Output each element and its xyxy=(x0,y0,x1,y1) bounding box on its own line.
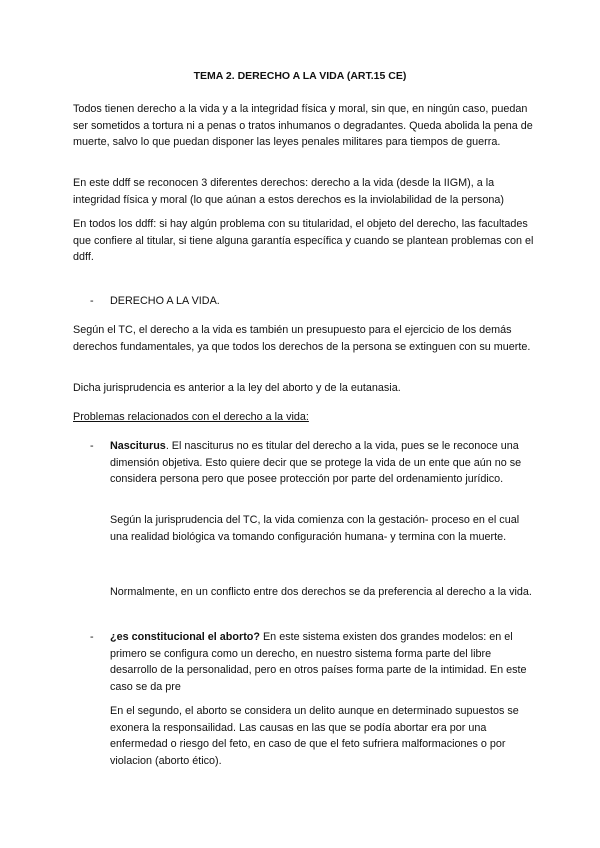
nasciturus-item xyxy=(110,438,535,488)
paragraph-article-text: Todos tienen derecho a la vida y a la integridad física y moral, sin que, en ningún caso, puedan ser sometidos a tortura ni a penas o tratos inhumanos o degradantes. Queda abolida la pena de muerte, salvo lo que puedan disponer las leyes penales militares para tiempos de guerra. xyxy=(73,103,533,148)
paragraph-vida-gestacion: Según la jurisprudencia del TC, la vida comienza con la gestación- proceso en el cual una realidad biológica va tomando configuración humana- y termina con la muerte. xyxy=(110,514,520,543)
paragraph-conflicto: Normalmente, en un conflicto entre dos derechos se da preferencia al derecho a la vida. xyxy=(110,586,532,598)
bullet-dash: - xyxy=(90,295,94,307)
aborto-term: ¿es constitucional el aborto? xyxy=(110,631,260,643)
bullet-dash: - xyxy=(90,631,94,643)
aborto-item xyxy=(110,629,535,695)
heading-derecho-vida: DERECHO A LA VIDA. xyxy=(110,295,220,307)
nasciturus-text: . El nasciturus no es titular del derecho a la vida, pues se le reconoce una dimensión objetiva. Esto quiere decir que se protege la vida de un ente que aún no se considera persona pero que posee protección por parte del ordenamiento jurídico. xyxy=(110,440,522,485)
paragraph-all-ddff: En todos los ddff: si hay algún problema con su titularidad, el objeto del derecho, las facultades que confiere al titular, si tiene alguna garantía específica y cuando se plantean problemas con el ddff. xyxy=(73,218,534,263)
aborto-text: En este sistema existen dos grandes modelos: en el primero se configura como un derecho, en nuestro sistema forma parte del libre desarrollo de la personalidad, pero en otros países forma parte de la intimidad. En este caso se da pre xyxy=(110,631,527,693)
bullet-dash: - xyxy=(90,440,94,452)
problems-heading: Problemas relacionados con el derecho a la vida: xyxy=(73,411,309,423)
nasciturus-term: Nasciturus xyxy=(110,440,166,452)
paragraph-jurisprudencia: Dicha jurisprudencia es anterior a la ley del aborto y de la eutanasia. xyxy=(73,382,401,394)
paragraph-segundo-modelo: En el segundo, el aborto se considera un delito aunque en determinado supuestos se exonera la responsailidad. Las causas en las que se podía abortar era por una enfermedad o riesgo del feto, en caso de que el feto sufriera malformaciones o por violacion (aborto ético). xyxy=(110,705,519,767)
document-title: TEMA 2. DERECHO A LA VIDA (ART.15 CE) xyxy=(193,70,407,82)
paragraph-three-rights: En este ddff se reconocen 3 diferentes derechos: derecho a la vida (desde la IIGM), a la integridad física y moral (lo que aúnan a estos derechos es la inviolabilidad de la persona) xyxy=(73,177,504,206)
paragraph-tc-presupuesto: Según el TC, el derecho a la vida es también un presupuesto para el ejercicio de los demás derechos fundamentales, ya que todos los derechos de la persona se extinguen con su muerte. xyxy=(73,324,531,353)
